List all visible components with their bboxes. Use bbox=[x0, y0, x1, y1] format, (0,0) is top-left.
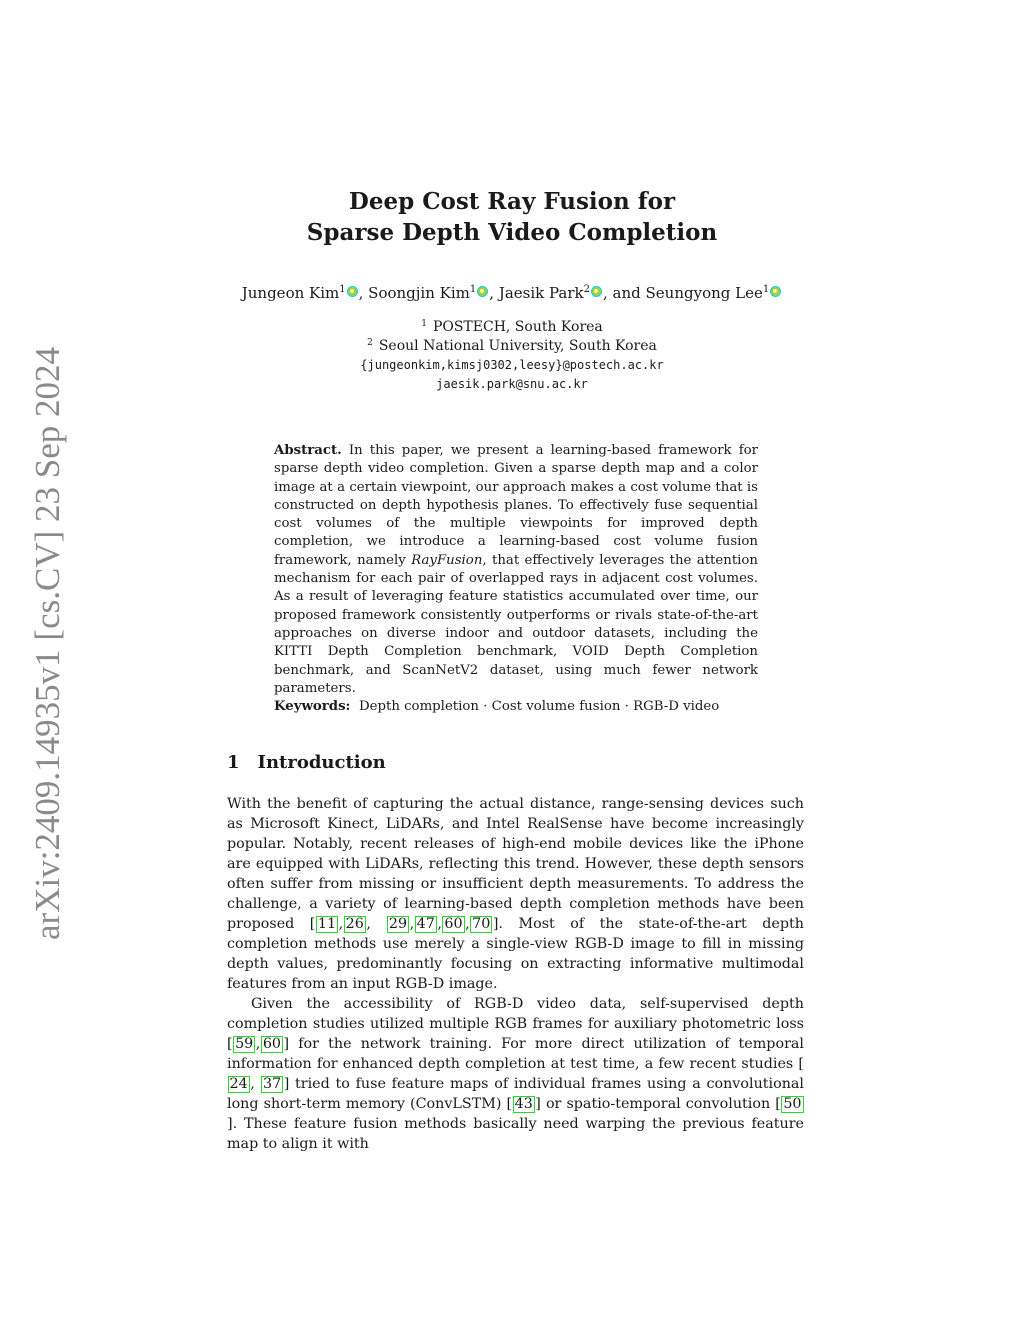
affiliation-2 bbox=[0, 337, 1024, 356]
paragraph-text: With the benefit of capturing the actual distance, range-sensing devices such as Microsoft Kinect, LiDARs, and Intel RealSense have become increasingly popular. Notably, recent releases of high-end mobile devices like the iPhone are equipped with LiDARs, reflecting this trend. However, these depth sensors often suffer from missing or insufficient depth measurements. To address the challenge, a variety of learning-based depth completion methods have been proposed [ bbox=[227, 796, 804, 932]
orcid-icon[interactable] bbox=[477, 286, 488, 297]
affiliation-number: 2 bbox=[367, 338, 373, 348]
author-list bbox=[0, 284, 1024, 302]
title-line-1: Deep Cost Ray Fusion for bbox=[348, 188, 676, 215]
email-snu[interactable]: jaesik.park@snu.ac.kr bbox=[436, 377, 588, 391]
abstract-text: , that effectively leverages the attention mechanism for each pair of overlapped rays in adjacent cost volumes. As a result of leveraging feature statistics accumulated over time, our proposed framework consistently outperforms or rivals state-of-the-art approaches on diverse indoor and outdoor datasets, including the KITTI Depth Completion benchmark, VOID Depth Completion benchmark, and ScanNetV2 dataset, using much fewer network parameters. bbox=[274, 552, 758, 696]
citation-link[interactable]: 60 bbox=[262, 1036, 282, 1052]
affiliation-text: Seoul National University, South Korea bbox=[378, 338, 657, 354]
abstract-label: Abstract. bbox=[274, 443, 342, 458]
author-affiliation-mark: 1 bbox=[469, 284, 477, 295]
orcid-icon[interactable] bbox=[770, 286, 781, 297]
citation-link[interactable]: 60 bbox=[444, 916, 463, 932]
section-number: 1 bbox=[227, 752, 240, 773]
citation-link[interactable]: 29 bbox=[388, 916, 408, 932]
method-name: RayFusion bbox=[411, 552, 483, 568]
citation-link[interactable]: 24 bbox=[229, 1076, 248, 1092]
citation-separator: , bbox=[250, 1076, 255, 1092]
affiliation-number: 1 bbox=[421, 319, 427, 329]
author-name: and Seungyong Lee bbox=[612, 284, 763, 302]
citation-link[interactable]: 47 bbox=[416, 916, 435, 932]
citation-link[interactable]: 70 bbox=[472, 916, 491, 932]
paper-title bbox=[0, 186, 1024, 248]
paragraph bbox=[227, 794, 804, 994]
citation-link[interactable]: 37 bbox=[263, 1076, 282, 1092]
affiliation-1 bbox=[0, 318, 1024, 337]
keywords bbox=[274, 698, 758, 716]
title-line-2: Sparse Depth Video Completion bbox=[306, 219, 718, 246]
paragraph-text: ] or spatio-temporal convolution [ bbox=[535, 1096, 781, 1112]
citation-link[interactable]: 11 bbox=[317, 916, 337, 932]
citation-separator: , bbox=[338, 916, 344, 932]
orcid-icon[interactable] bbox=[591, 286, 602, 297]
citation-separator: , bbox=[465, 916, 470, 932]
affiliations bbox=[0, 318, 1024, 394]
separator: , bbox=[489, 284, 499, 302]
citation-link[interactable]: 26 bbox=[345, 916, 364, 932]
citation-separator: , bbox=[437, 916, 442, 932]
separator: , bbox=[358, 284, 369, 302]
paragraph-text: Given the accessibility of RGB-D video data, self-supervised depth completion studies utilized multiple RGB frames for auxiliary photometric loss [ bbox=[227, 996, 804, 1052]
paragraph-text: ] tried to fuse feature maps of individual frames using a convolutional long short-term memory (ConvLSTM) [ bbox=[227, 1076, 805, 1112]
section-heading-introduction bbox=[227, 751, 386, 775]
citation-link[interactable]: 43 bbox=[514, 1096, 533, 1112]
paragraph-text: ] for the network training. For more direct utilization of temporal information for enhanced depth completion at test time, a few recent studies [ bbox=[227, 1036, 804, 1072]
citation-separator: , bbox=[255, 1036, 261, 1052]
orcid-icon[interactable] bbox=[347, 286, 358, 297]
citation-link[interactable]: 59 bbox=[235, 1036, 254, 1052]
introduction-body bbox=[227, 794, 804, 1154]
abstract bbox=[274, 442, 758, 698]
citation-separator: , bbox=[366, 916, 371, 932]
paragraph-text: ]. These feature fusion methods basically need warping the previous feature map to align it with bbox=[227, 1116, 804, 1152]
citation-separator: , bbox=[409, 916, 415, 932]
keywords-label: Keywords: bbox=[274, 699, 351, 714]
paragraph bbox=[227, 994, 804, 1154]
separator: , bbox=[603, 284, 613, 302]
author-affiliation-mark: 1 bbox=[339, 284, 346, 295]
keywords-text: Depth completion · Cost volume fusion · RGB-D video bbox=[358, 699, 720, 714]
author-name: Jungeon Kim bbox=[241, 284, 340, 302]
abstract-text: In this paper, we present a learning-based framework for sparse depth video completion. Given a sparse depth map and a color image at a certain viewpoint, our approach makes a cost volume that is constructed on depth hypothesis planes. To effectively fuse sequential cost volumes of the multiple viewpoints for improved depth completion, we introduce a learning-based cost volume fusion framework, namely bbox=[274, 443, 758, 568]
email-postech[interactable]: {jungeonkim,kimsj0302,leesy}@postech.ac.kr bbox=[360, 358, 664, 372]
citation-link[interactable]: 50 bbox=[783, 1096, 802, 1112]
author-name: Soongjin Kim bbox=[368, 284, 470, 302]
arxiv-identifier: arXiv:2409.14935v1 [cs.CV] 23 Sep 2024 bbox=[28, 346, 67, 940]
affiliation-text: POSTECH, South Korea bbox=[432, 319, 603, 335]
author-affiliation-mark: 1 bbox=[762, 284, 770, 295]
author-affiliation-mark: 2 bbox=[583, 284, 590, 295]
section-title: Introduction bbox=[257, 752, 386, 773]
author-name: Jaesik Park bbox=[498, 284, 584, 302]
paragraph-text: ]. Most of the state-of-the-art depth completion methods use merely a single-view RGB-D image to fill in missing depth values, predominantly focusing on extracting informative multimodal features from an input RGB-D image. bbox=[227, 916, 804, 992]
